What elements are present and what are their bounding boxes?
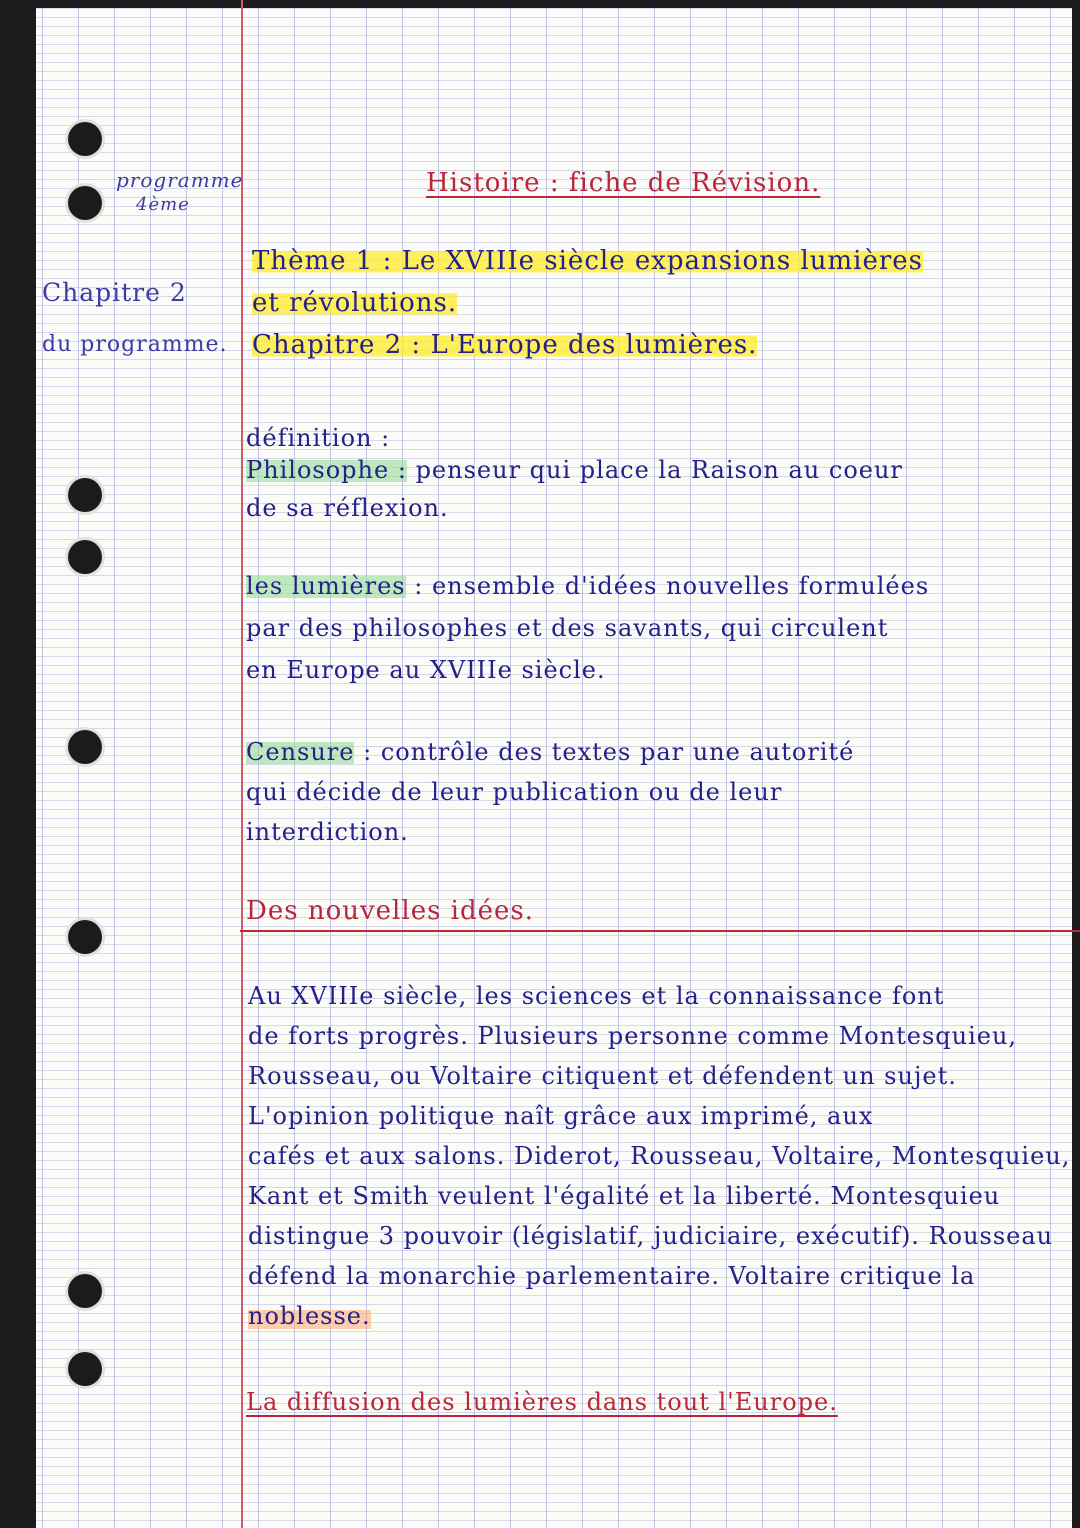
paragraph-line: cafés et aux salons. Diderot, Rousseau, Voltaire, Montesquieu, xyxy=(248,1142,1071,1170)
paragraph-line: distingue 3 pouvoir (législatif, judiciaire, exécutif). Rousseau xyxy=(248,1222,1054,1250)
definition-philosophe-text: penseur qui place la Raison au coeur xyxy=(415,456,903,484)
definitions-heading: définition : xyxy=(246,424,391,452)
paragraph-line: Au XVIIIe siècle, les sciences et la connaissance font xyxy=(248,982,945,1010)
definition-lumieres-line-3: en Europe au XVIIIe siècle. xyxy=(246,656,606,684)
definition-lumieres-line-2: par des philosophes et des savants, qui circulent xyxy=(246,614,889,642)
margin-note-chapitre: Chapitre 2 xyxy=(42,278,187,307)
paragraph-line: de forts progrès. Plusieurs personne comme Montesquieu, xyxy=(248,1022,1018,1050)
binder-hole xyxy=(68,540,102,574)
definition-philosophe xyxy=(246,456,903,484)
chapter-title xyxy=(252,330,757,360)
definition-censure-line-3: interdiction. xyxy=(246,818,409,846)
margin-note-level: 4ème xyxy=(136,194,190,215)
theme-line-2 xyxy=(252,288,457,318)
definition-censure xyxy=(246,738,854,766)
binder-hole xyxy=(68,122,102,156)
margin-line xyxy=(241,0,243,1528)
term-lumieres: les lumières xyxy=(246,572,406,600)
definition-censure-line-2: qui décide de leur publication ou de leur xyxy=(246,778,783,806)
paragraph-line xyxy=(248,1302,371,1330)
paragraph-line: L'opinion politique naît grâce aux imprimé, aux xyxy=(248,1102,874,1130)
binder-hole xyxy=(68,186,102,220)
section-underline xyxy=(240,930,1080,932)
chapter-title-text: Chapitre 2 : L'Europe des lumières. xyxy=(252,330,758,360)
paragraph-line: Kant et Smith veulent l'égalité et la liberté. Montesquieu xyxy=(248,1182,1001,1210)
page-title: Histoire : fiche de Révision. xyxy=(426,168,821,198)
section-heading-diffusion: La diffusion des lumières dans tout l'Europe. xyxy=(246,1388,838,1416)
binder-hole xyxy=(68,920,102,954)
definition-lumieres xyxy=(246,572,929,600)
theme-line-1-text: Thème 1 : Le XVIIIe siècle expansions lumières xyxy=(252,246,924,276)
definition-philosophe-line-2: de sa réflexion. xyxy=(246,494,449,522)
binder-hole xyxy=(68,478,102,512)
definition-censure-text: : contrôle des textes par une autorité xyxy=(363,738,855,766)
section-heading-nouvelles-idees: Des nouvelles idées. xyxy=(246,896,535,926)
term-philosophe: Philosophe : xyxy=(246,456,407,484)
margin-note-programme: programme xyxy=(116,168,244,192)
binder-hole xyxy=(68,1274,102,1308)
paragraph-line: défend la monarchie parlementaire. Voltaire critique la xyxy=(248,1262,976,1290)
term-censure: Censure xyxy=(246,738,355,766)
theme-line-1 xyxy=(252,246,923,276)
theme-line-2-text: et révolutions. xyxy=(252,288,458,318)
paragraph-line: Rousseau, ou Voltaire citiquent et défendent un sujet. xyxy=(248,1062,957,1090)
margin-note-du-programme: du programme. xyxy=(42,332,228,357)
notebook-page xyxy=(36,0,1072,1528)
binder-hole xyxy=(68,1352,102,1386)
definition-lumieres-text: : ensemble d'idées nouvelles formulées xyxy=(414,572,930,600)
binder-hole xyxy=(68,730,102,764)
paragraph-line-text: noblesse. xyxy=(248,1302,371,1330)
